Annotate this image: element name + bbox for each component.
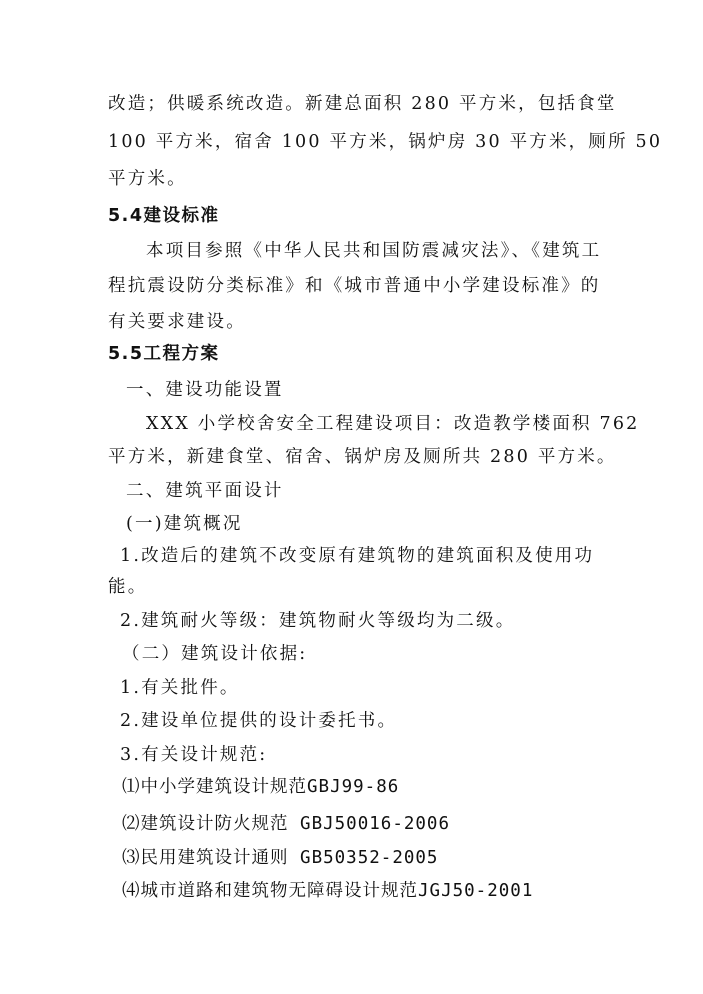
spec-item-1: ⑴中小学建筑设计规范GBJ99-86 xyxy=(122,777,400,797)
renovation-line-1: 改造；供暖系统改造。新建总面积 280 平方米，包括食堂 xyxy=(108,94,617,114)
standard-line-3: 有关要求建设。 xyxy=(108,312,246,332)
spec-item-2: ⑵建筑设计防火规范 GBJ50016-2006 xyxy=(122,814,451,834)
design-basis-item-3: 3.有关设计规范: xyxy=(120,745,268,765)
design-basis-item-2: 2.建设单位提供的设计委托书。 xyxy=(120,711,398,731)
design-basis-item-1: 1.有关批件。 xyxy=(120,678,240,698)
renovation-line-2: 100 平方米，宿舍 100 平方米，锅炉房 30 平方米，厕所 50 xyxy=(108,132,663,152)
overview-item-1-line-1: 1.改造后的建筑不改变原有建筑物的建筑面积及使用功 xyxy=(120,546,595,566)
spec-item-3: ⑶民用建筑设计通则 GB50352-2005 xyxy=(122,848,439,868)
plan-design-heading: 二、建筑平面设计 xyxy=(126,481,284,501)
section-5-4-heading: 5.4建设标准 xyxy=(108,206,220,226)
spec-item-4: ⑷城市道路和建筑物无障碍设计规范JGJ50-2001 xyxy=(122,881,534,901)
standard-line-2: 程抗震设防分类标准》和《城市普通中小学建设标准》的 xyxy=(108,276,601,296)
section-5-5-heading: 5.5工程方案 xyxy=(108,344,220,364)
function-setup-line-2: 平方米，新建食堂、宿舍、锅炉房及厕所共 280 平方米。 xyxy=(108,447,617,467)
function-setup-line-1: XXX 小学校舍安全工程建设项目：改造教学楼面积 762 xyxy=(146,414,640,434)
building-overview-heading: (一)建筑概况 xyxy=(126,514,243,534)
design-basis-heading: （二）建筑设计依据: xyxy=(122,644,308,664)
overview-item-2: 2.建筑耐火等级：建筑物耐火等级均为二级。 xyxy=(120,611,516,631)
renovation-line-3: 平方米。 xyxy=(108,169,187,189)
overview-item-1-line-2: 能。 xyxy=(108,577,148,597)
function-setup-heading: 一、建设功能设置 xyxy=(126,380,284,400)
standard-line-1: 本项目参照《中华人民共和国防震减灾法》、《建筑工 xyxy=(146,241,602,261)
